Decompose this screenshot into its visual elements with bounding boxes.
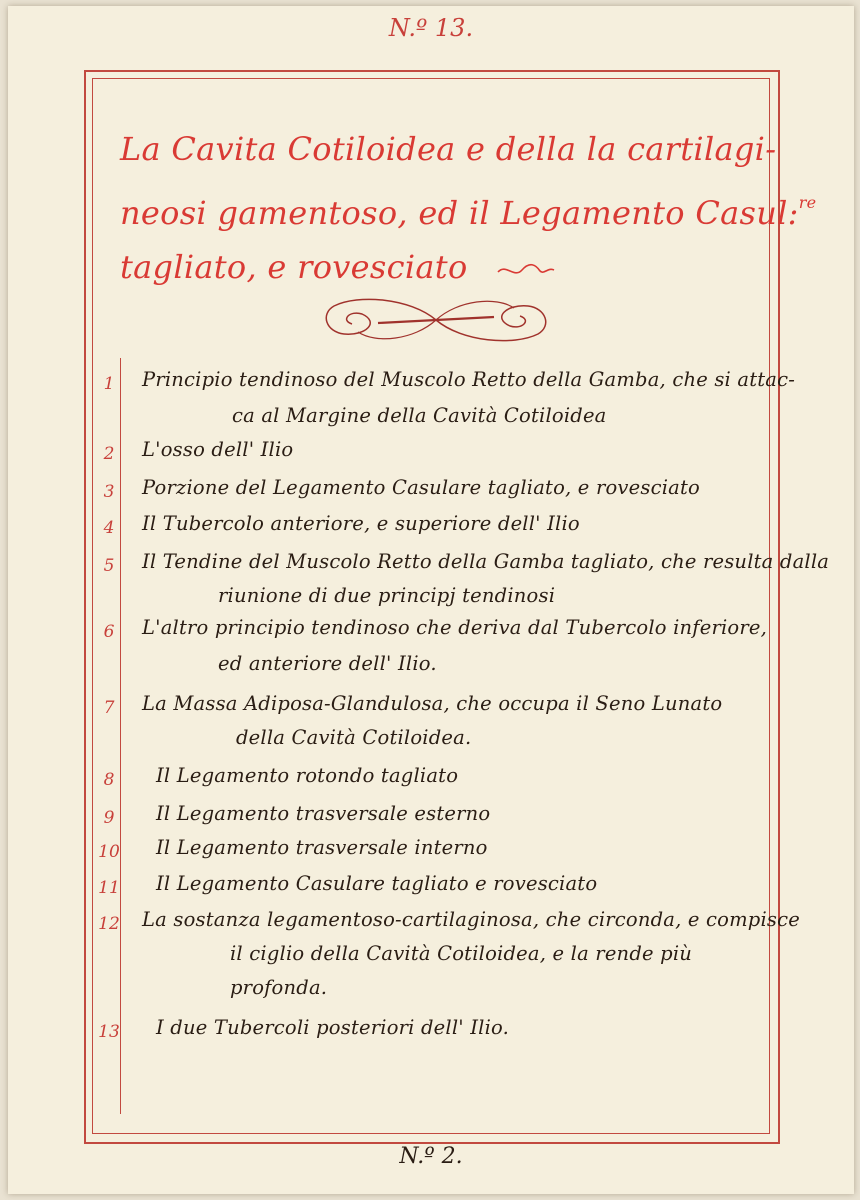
entry-text-line: ca al Margine della Cavità Cotiloidea <box>232 404 607 427</box>
margin-rule <box>120 358 121 1114</box>
title-line-1: La Cavita Cotiloidea e della la cartilagi- <box>120 130 777 168</box>
entry-number: 10 <box>98 842 120 862</box>
entry-text-line: Il Legamento rotondo tagliato <box>156 764 459 787</box>
entry-number: 8 <box>103 770 115 790</box>
entry-text-line: Il Tendine del Muscolo Retto della Gamba tagliato, che resulta dalla <box>142 550 830 573</box>
ornamental-flourish-icon <box>318 292 554 348</box>
title-line-2 <box>120 176 817 240</box>
title-line-3-text: tagliato, e rovesciato <box>120 248 468 286</box>
title-superscript: re <box>798 193 817 212</box>
title-line-2-text: neosi gamentoso, ed il Legamento Casul: <box>120 194 799 232</box>
page-title <box>120 122 817 294</box>
entry-text-line: Il Tubercolo anteriore, e superiore dell' Ilio <box>142 512 580 535</box>
entry-text-line: La sostanza legamentoso-cartilaginosa, che circonda, e compisce <box>142 908 800 931</box>
entry-text-line: il ciglio della Cavità Cotiloidea, e la rende più <box>230 942 693 965</box>
manuscript-page <box>8 6 854 1194</box>
entry-text-line: Il Legamento trasversale interno <box>156 836 488 859</box>
entry-text-line: Porzione del Legamento Casulare tagliato, e rovesciato <box>142 476 700 499</box>
entry-number: 4 <box>103 518 115 538</box>
entry-number: 2 <box>103 444 115 464</box>
entry-number: 7 <box>103 698 115 718</box>
entry-text-line: Il Legamento trasversale esterno <box>156 802 491 825</box>
page-number-bottom: N.º 2. <box>399 1144 463 1169</box>
entry-number: 11 <box>98 878 120 898</box>
entry-number: 3 <box>103 482 115 502</box>
entry-number: 13 <box>98 1022 120 1042</box>
entry-text-line: L'osso dell' Ilio <box>142 438 294 461</box>
page-number-top: N.º 13. <box>388 14 474 42</box>
entry-text-line: La Massa Adiposa-Glandulosa, che occupa il Seno Lunato <box>142 692 723 715</box>
entry-text-line: L'altro principio tendinoso che deriva dal Tubercolo inferiore, <box>142 616 768 639</box>
entry-number: 6 <box>103 622 115 642</box>
entry-number: 1 <box>103 374 115 394</box>
entry-text-line: I due Tubercoli posteriori dell' Ilio. <box>156 1016 510 1039</box>
entry-number: 12 <box>98 914 120 934</box>
entry-text-line: Il Legamento Casulare tagliato e rovesciato <box>156 872 598 895</box>
title-line-3 <box>120 240 760 294</box>
entry-text-line: Principio tendinoso del Muscolo Retto della Gamba, che si attac- <box>142 368 796 391</box>
entry-number: 9 <box>103 808 115 828</box>
entry-number: 5 <box>103 556 115 576</box>
entry-text-line: riunione di due principj tendinosi <box>218 584 556 607</box>
entry-text-line: della Cavità Cotiloidea. <box>236 726 472 749</box>
entry-text-line: ed anteriore dell' Ilio. <box>218 652 437 675</box>
entry-text-line: profonda. <box>230 976 328 999</box>
small-flourish-icon <box>496 261 556 279</box>
